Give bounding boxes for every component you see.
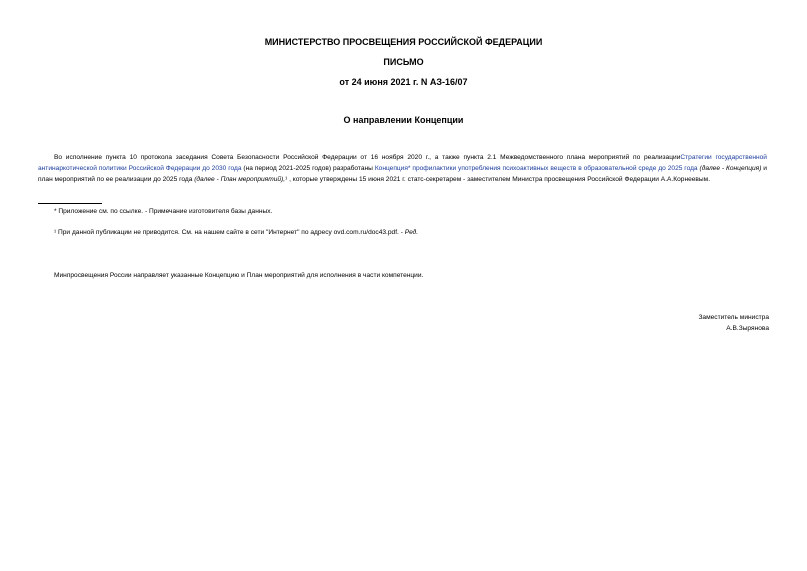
paragraph-text: ¹ , которые утверждены 15 июня 2021 г. статс-секретарем - заместителем Министра просвещения Российской Федерации А.А.Корнеевым. (285, 176, 711, 183)
main-paragraph (38, 152, 767, 185)
strategy-link[interactable]: Стратегии государственной антинаркотической политики Российской Федерации до 2030 года (38, 154, 767, 172)
document-type-heading: ПИСЬМО (383, 57, 424, 67)
footnote-asterisk: * Приложение см. по ссылке. - Примечание изготовителя базы данных. (54, 208, 273, 215)
document-subject: О направлении Концепции (343, 115, 464, 125)
closing-paragraph: Минпросвещения России направляет указанные Концепцию и План мероприятий для исполнения в части компетенции. (54, 272, 424, 279)
footnote-one (54, 228, 418, 238)
concept-link[interactable]: Концепция* профилактики употребления психоактивных веществ в образовательной среде до 2025 года (374, 165, 698, 172)
paragraph-text: и план мероприятий по ее реализации до 2025 года (38, 165, 767, 183)
signatory-title: Заместитель министра (698, 314, 769, 321)
document-date-number: от 24 июня 2021 г. N АЗ-16/07 (339, 77, 468, 87)
paragraph-text: (на период 2021-2025 годов) разработаны (241, 165, 375, 172)
paragraph-text: Во исполнение пункта 10 протокола заседания Совета Безопасности Российской Федерации от 16 ноября 2020 г., а также пункта 2.1 Межведомственного плана мероприятий по реализации (54, 154, 681, 161)
footnote-divider (38, 203, 102, 204)
footnote-editor-mark: Ред. (404, 229, 419, 236)
signatory-name: А.В.Зырянова (726, 325, 769, 332)
ministry-heading: МИНИСТЕРСТВО ПРОСВЕЩЕНИЯ РОССИЙСКОЙ ФЕДЕРАЦИИ (264, 37, 543, 47)
paragraph-italic-text: (далее - План мероприятий), (194, 176, 286, 183)
footnote-text: ¹ При данной публикации не приводится. См. на нашем сайте в сети "Интернет" по адресу ovd.com.ru/doc43.pdf. - (54, 229, 405, 236)
paragraph-italic-text: (далее - Концепция) (699, 165, 762, 172)
